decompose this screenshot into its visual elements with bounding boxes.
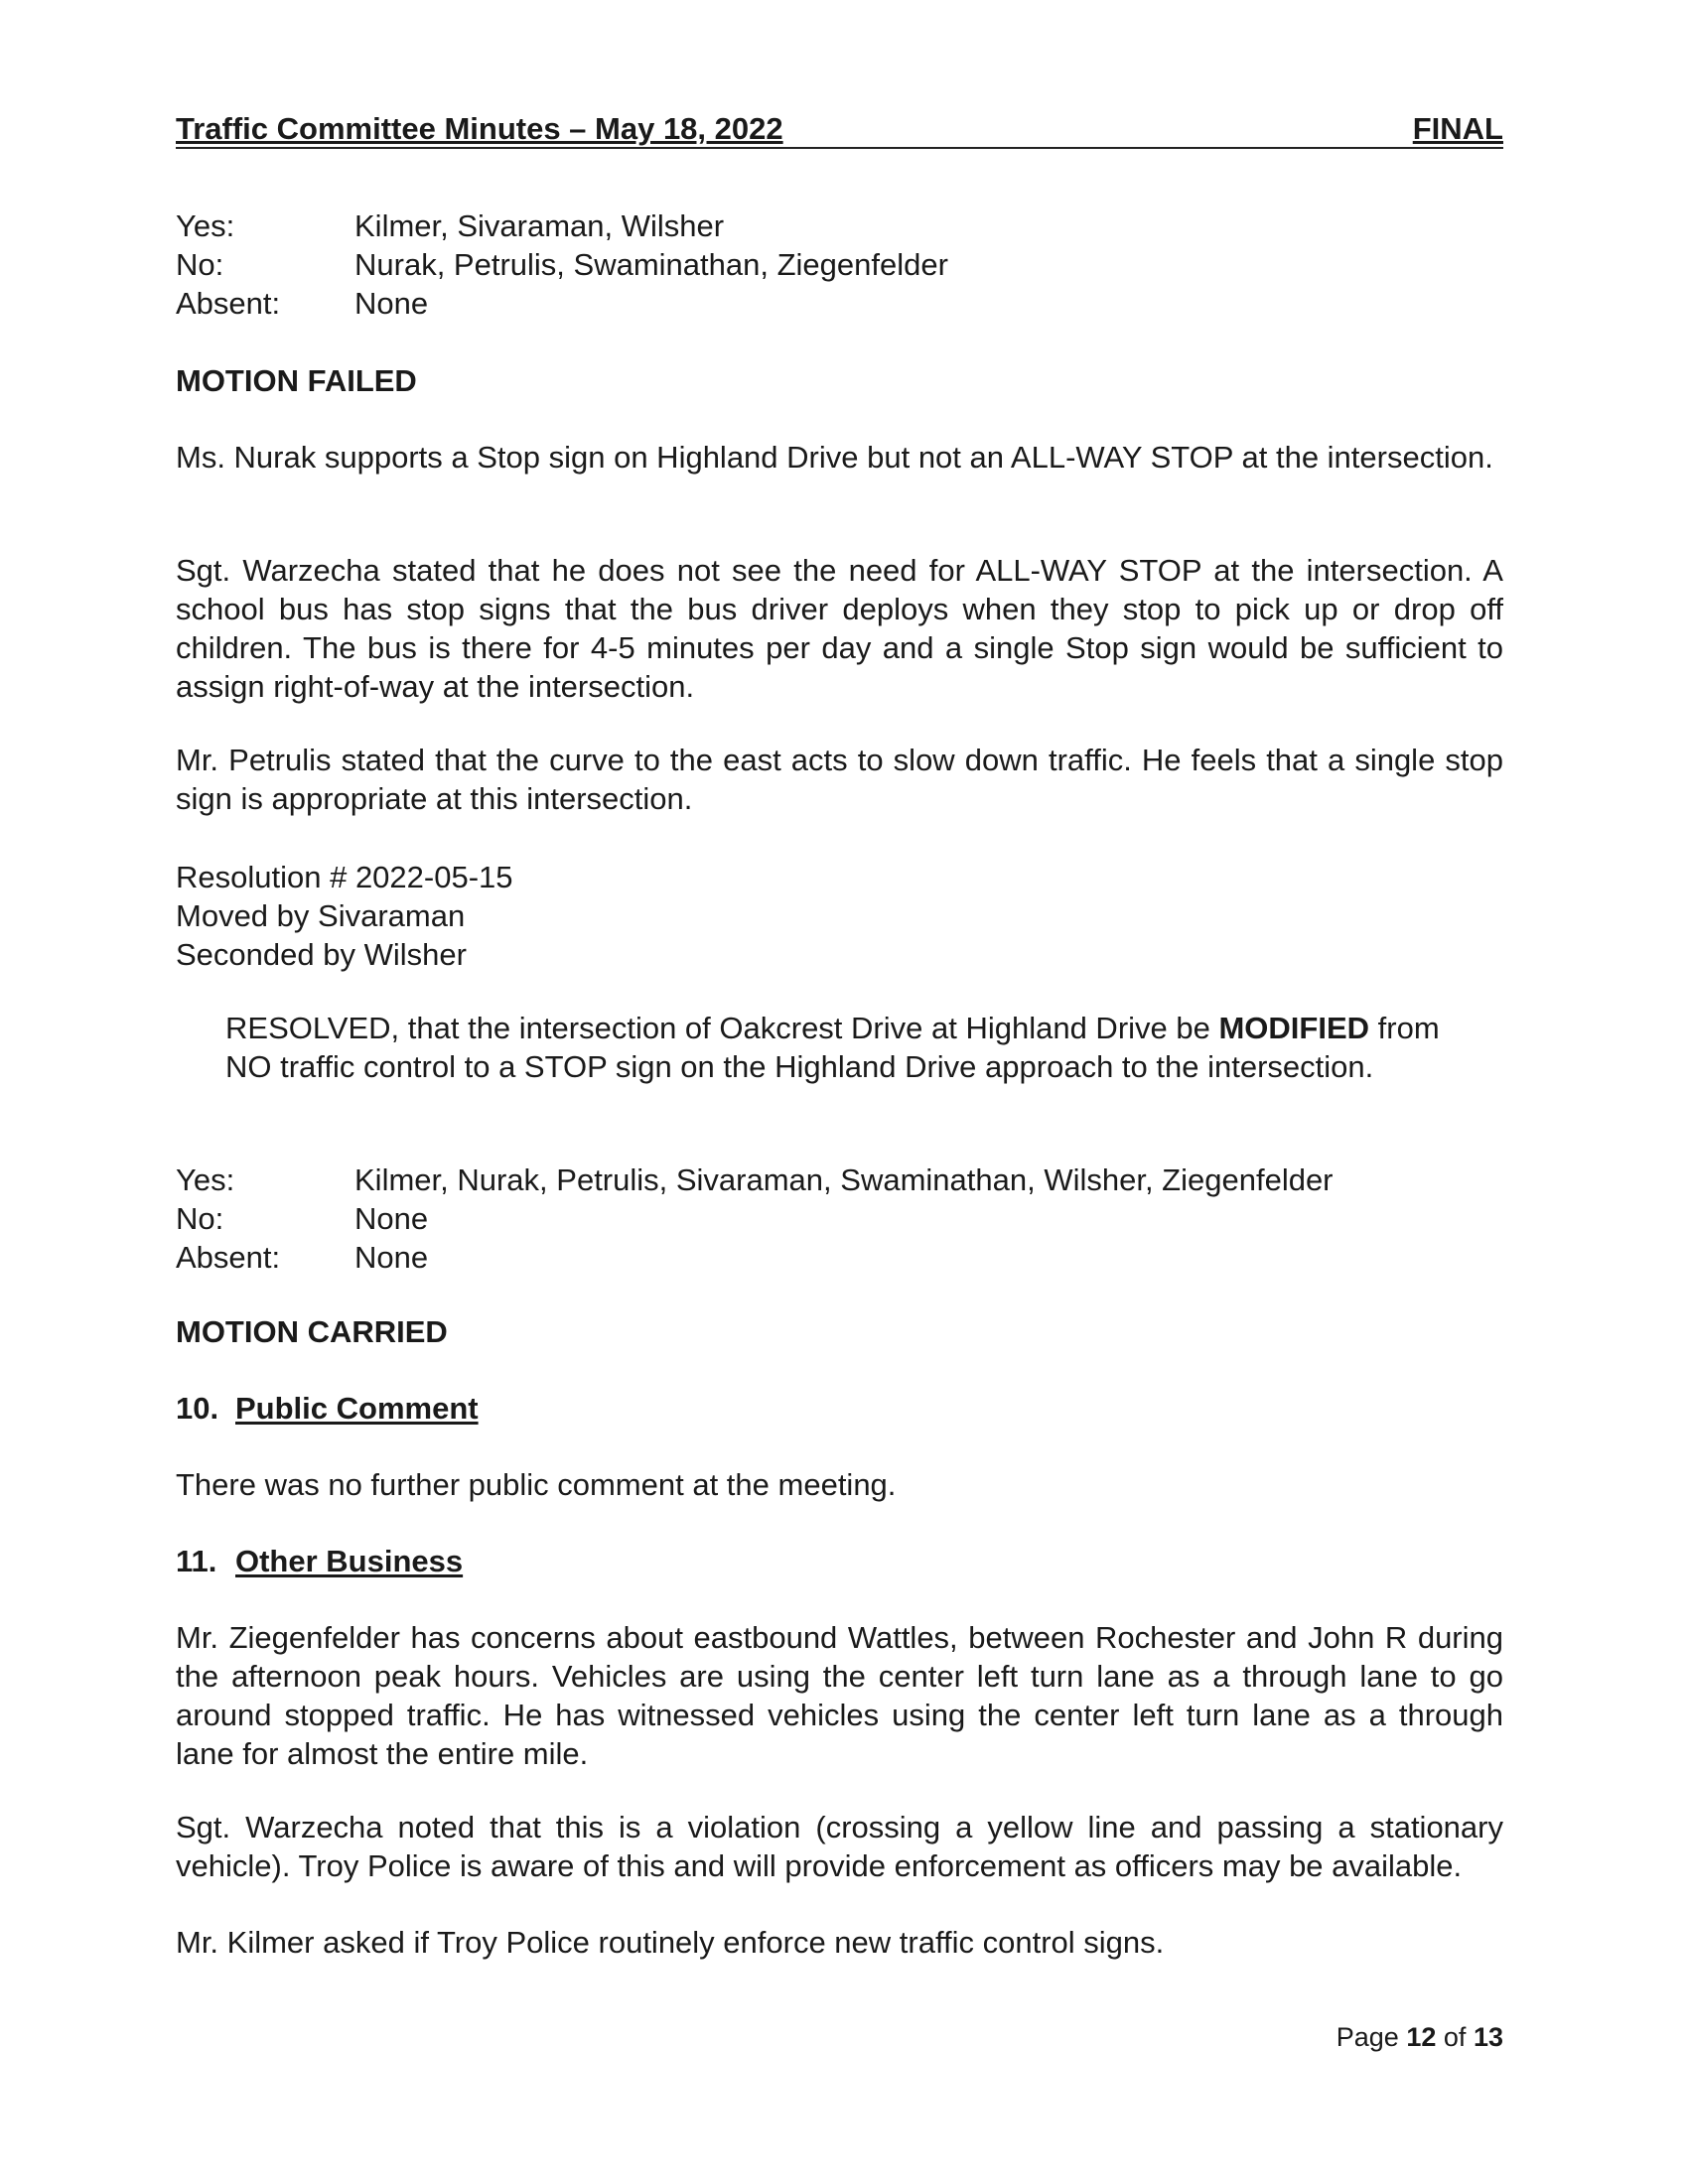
page-current: 12 bbox=[1406, 2022, 1437, 2052]
paragraph-kilmer: Mr. Kilmer asked if Troy Police routinely enforce new traffic control signs. bbox=[176, 1925, 1165, 1960]
motion-failed: MOTION FAILED bbox=[176, 363, 417, 398]
section-number: 10. bbox=[176, 1391, 219, 1426]
vote-yes-label: Yes: bbox=[176, 1162, 235, 1197]
page-number bbox=[1336, 2022, 1503, 2053]
resolution-text-before: RESOLVED, that the intersection of Oakcrest Drive at Highland Drive be bbox=[225, 1011, 1219, 1045]
resolution-text-after: from NO traffic control to a STOP sign on the Highland Drive approach to the intersection. bbox=[225, 1011, 1440, 1084]
paragraph-warzecha-1: Sgt. Warzecha stated that he does not see the need for ALL-WAY STOP at the intersection. A school bus has stop signs that the bus driver deploys when they stop to pick up or drop off children. The bus is there for 4-5 minutes per day and a single Stop sign would be sufficient to assign right-of-way at the intersection. bbox=[176, 553, 1503, 704]
section-title: Public Comment bbox=[235, 1391, 479, 1426]
vote-tally-2 bbox=[176, 1160, 1503, 1277]
vote-absent-row bbox=[176, 284, 1503, 323]
vote-no-label: No: bbox=[176, 247, 224, 282]
vote-yes-value: Kilmer, Nurak, Petrulis, Sivaraman, Swaminathan, Wilsher, Ziegenfelder bbox=[354, 1162, 1334, 1197]
resolution-text bbox=[225, 1009, 1457, 1086]
document-title: Traffic Committee Minutes – May 18, 2022 bbox=[176, 111, 783, 146]
resolution-moved: Moved by Sivaraman bbox=[176, 898, 466, 933]
resolution-number: Resolution # 2022-05-15 bbox=[176, 860, 513, 894]
section-title: Other Business bbox=[235, 1544, 464, 1578]
resolution-text-bold: MODIFIED bbox=[1218, 1011, 1370, 1045]
vote-absent-value: None bbox=[354, 286, 429, 321]
vote-yes-label: Yes: bbox=[176, 208, 235, 243]
paragraph-public-comment: There was no further public comment at the meeting. bbox=[176, 1467, 897, 1502]
document-status: FINAL bbox=[1412, 111, 1503, 146]
page-word: Page bbox=[1336, 2022, 1399, 2052]
vote-tally-1 bbox=[176, 206, 1503, 323]
paragraph-ziegenfelder: Mr. Ziegenfelder has concerns about eastbound Wattles, between Rochester and John R during the afternoon peak hours. Vehicles are using the center left turn lane as a through lane to go around stopped traffic. He has witnessed vehicles using the center left turn lane as a through lane for almost the entire mile. bbox=[176, 1620, 1503, 1771]
paragraph-warzecha-2: Sgt. Warzecha noted that this is a violation (crossing a yellow line and passing a stationary vehicle). Troy Police is aware of this and will provide enforcement as officers may be available. bbox=[176, 1810, 1503, 1883]
section-heading-public-comment bbox=[176, 1389, 1503, 1428]
vote-no-value: Nurak, Petrulis, Swaminathan, Ziegenfelder bbox=[354, 247, 948, 282]
vote-no-label: No: bbox=[176, 1201, 224, 1236]
vote-absent-label: Absent: bbox=[176, 1240, 281, 1275]
vote-absent-row bbox=[176, 1238, 1503, 1277]
section-heading-other-business bbox=[176, 1542, 1503, 1580]
paragraph-petrulis: Mr. Petrulis stated that the curve to the east acts to slow down traffic. He feels that a single stop sign is appropriate at this intersection. bbox=[176, 743, 1503, 816]
vote-absent-label: Absent: bbox=[176, 286, 281, 321]
vote-no-row bbox=[176, 245, 1503, 284]
vote-yes-row bbox=[176, 206, 1503, 245]
page-total: 13 bbox=[1473, 2022, 1503, 2052]
motion-carried: MOTION CARRIED bbox=[176, 1314, 448, 1349]
resolution-info bbox=[176, 858, 1503, 974]
vote-yes-value: Kilmer, Sivaraman, Wilsher bbox=[354, 208, 725, 243]
vote-absent-value: None bbox=[354, 1240, 429, 1275]
page-header bbox=[176, 107, 1503, 149]
vote-no-value: None bbox=[354, 1201, 429, 1236]
section-number: 11. bbox=[176, 1544, 217, 1578]
paragraph-nurak: Ms. Nurak supports a Stop sign on Highland Drive but not an ALL-WAY STOP at the intersection. bbox=[176, 440, 1493, 475]
resolution-seconded: Seconded by Wilsher bbox=[176, 937, 467, 972]
page-of-word: of bbox=[1443, 2022, 1467, 2052]
vote-no-row bbox=[176, 1199, 1503, 1238]
vote-yes-row bbox=[176, 1160, 1503, 1199]
